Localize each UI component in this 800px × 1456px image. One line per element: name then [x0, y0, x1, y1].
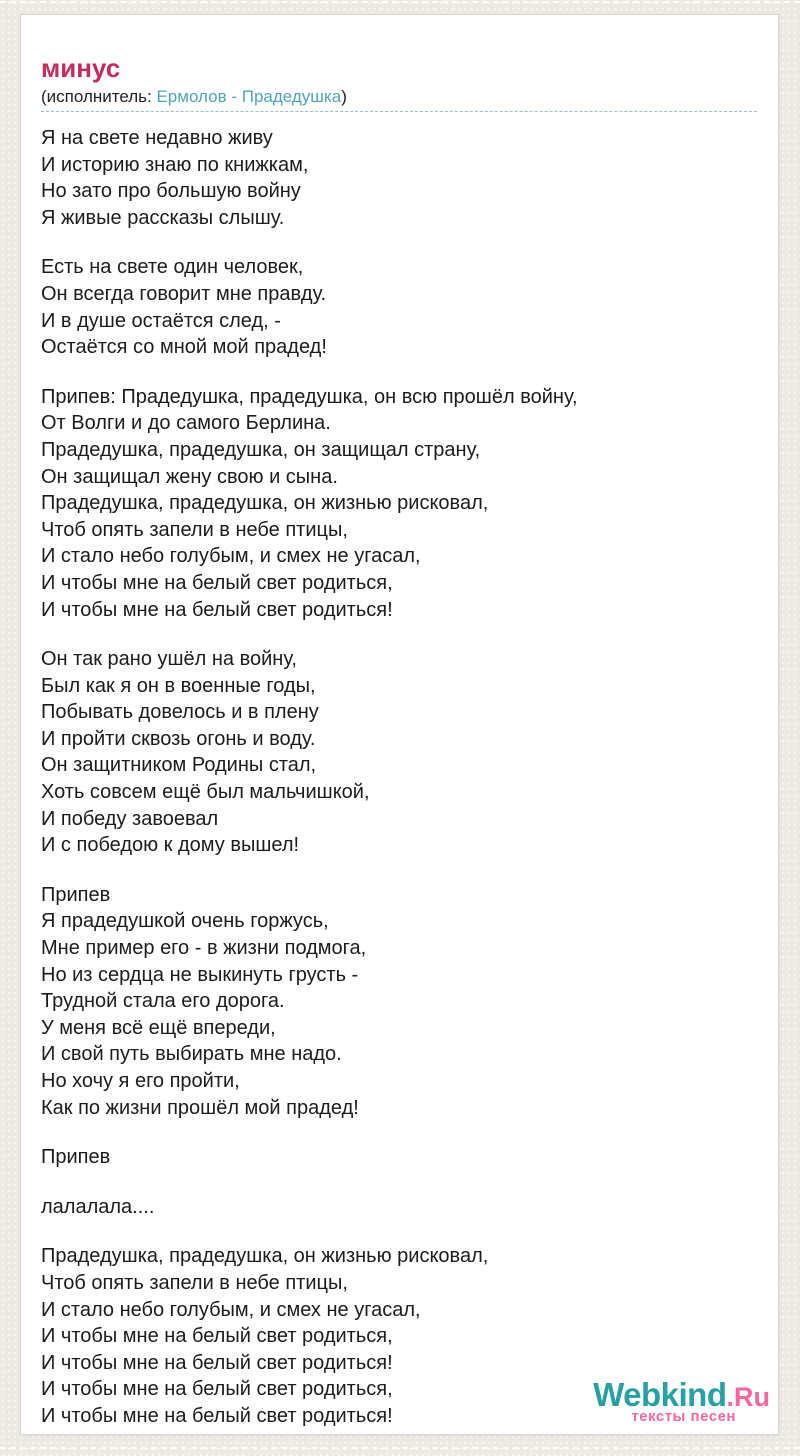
dashed-separator	[41, 111, 757, 112]
webkind-logo-link[interactable]	[593, 1378, 770, 1424]
lyric-line: Мне пример его - в жизни подмога,	[41, 937, 367, 960]
lyric-line	[41, 361, 757, 384]
lyric-line: Припев	[41, 883, 111, 906]
lyric-line	[41, 859, 757, 882]
lyric-line	[41, 231, 757, 254]
lyric-line: Есть на свете один человек,	[41, 256, 304, 279]
lyric-line: Хоть совсем ещё был мальчишкой,	[41, 781, 370, 804]
lyric-line: Прадедушка, прадедушка, он жизнью рисковал,	[41, 1245, 489, 1268]
logo-main-label: Webkind	[593, 1376, 727, 1413]
background-dash-bottom	[0, 1447, 800, 1449]
lyric-line: И свой путь выбирать мне надо.	[41, 1043, 342, 1066]
logo-tagline: тексты песен	[631, 1408, 736, 1425]
lyrics-card	[20, 14, 779, 1435]
background-dash-top	[0, 1, 800, 3]
lyric-line: Припев	[41, 1146, 111, 1169]
lyric-line: И чтобы мне на белый свет родиться,	[41, 1325, 393, 1348]
lyric-line: Как по жизни прошёл мой прадед!	[41, 1096, 359, 1119]
lyric-line: Побывать довелось и в плену	[41, 701, 319, 724]
lyric-line: И чтобы мне на белый свет родиться!	[41, 1351, 393, 1374]
lyric-line: Остаётся со мной мой прадед!	[41, 336, 327, 359]
lyric-line: И стало небо голубым, и смех не угасал,	[41, 1298, 421, 1321]
webkind-logo-text	[593, 1378, 770, 1411]
lyric-line: От Волги и до самого Берлина.	[41, 412, 331, 435]
lyric-line: Он так рано ушёл на войну,	[41, 648, 297, 671]
lyric-line: Прадедушка, прадедушка, он жизнью рисковал,	[41, 492, 489, 515]
lyric-line: И историю знаю по книжкам,	[41, 153, 309, 176]
page-title: минус	[41, 53, 121, 83]
lyric-line: Он защищал жену свою и сына.	[41, 465, 338, 488]
lyric-line: И стало небо голубым, и смех не угасал,	[41, 545, 421, 568]
lyric-line: И чтобы мне на белый свет родиться,	[41, 571, 393, 594]
lyric-line: Припев: Прадедушка, прадедушка, он всю прошёл войну,	[41, 385, 578, 408]
lyric-line: Прадедушка, прадедушка, он защищал страну,	[41, 438, 481, 461]
lyric-line: И с победою к дому вышел!	[41, 834, 300, 857]
lyric-line	[41, 623, 757, 646]
lyric-line: И чтобы мне на белый свет родиться,	[41, 1378, 393, 1401]
lyric-line	[41, 1171, 757, 1194]
lyric-line: Я живые рассказы слышу.	[41, 206, 285, 229]
lyrics-text	[41, 125, 757, 1430]
lyric-line: И победу завоевал	[41, 807, 219, 830]
lyric-line: Я на свете недавно живу	[41, 127, 273, 149]
logo-tld-label: .Ru	[726, 1382, 770, 1412]
lyric-line: И в душе остаётся след, -	[41, 309, 281, 332]
lyric-line: Был как я он в военные годы,	[41, 674, 316, 697]
artist-link[interactable]: Ермолов - Прадедушка	[156, 87, 342, 106]
lyric-line: Трудной стала его дорога.	[41, 990, 285, 1013]
artist-row	[41, 86, 757, 108]
lyric-line: Но зато про большую войну	[41, 180, 301, 203]
lyric-line: И чтобы мне на белый свет родиться!	[41, 1404, 393, 1427]
lyric-line: Но из сердца не выкинуть грусть -	[41, 963, 359, 986]
lyric-line: Он защитником Родины стал,	[41, 754, 317, 777]
lyric-line: Чтоб опять запели в небе птицы,	[41, 518, 348, 541]
lyric-line	[41, 1220, 757, 1243]
lyric-line	[41, 1121, 757, 1144]
artist-label-suffix: )	[341, 87, 347, 106]
lyric-line: лалалала....	[41, 1195, 155, 1218]
lyric-line: У меня всё ещё впереди,	[41, 1016, 276, 1039]
lyric-line: Но хочу я его пройти,	[41, 1070, 240, 1092]
artist-label-prefix: (исполнитель:	[41, 87, 157, 106]
lyric-line: Я прадедушкой очень горжусь,	[41, 910, 329, 933]
lyric-line: Он всегда говорит мне правду.	[41, 282, 327, 305]
lyric-line: Чтоб опять запели в небе птицы,	[41, 1271, 348, 1294]
lyric-line: И пройти сквозь огонь и воду.	[41, 727, 316, 750]
lyric-line: И чтобы мне на белый свет родиться!	[41, 598, 393, 621]
